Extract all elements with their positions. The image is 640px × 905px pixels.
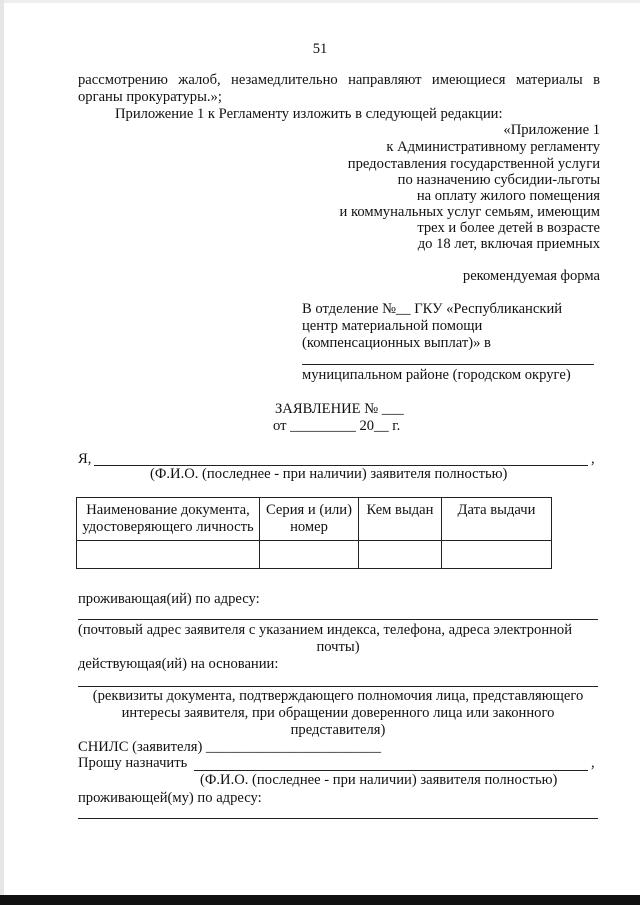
- appendix-header-line: к Административному регламенту: [386, 139, 600, 155]
- appendix-header-line: по назначению субсидии-льготы: [397, 172, 600, 188]
- addressee-line-4: муниципальном районе (городском округе): [302, 367, 571, 383]
- table-row: [77, 541, 552, 569]
- table-cell[interactable]: [359, 541, 442, 569]
- postal-address-line[interactable]: [78, 619, 598, 620]
- postal-caption-line-1: (почтовый адрес заявителя с указанием индекса, телефона, адреса электронной: [78, 622, 573, 638]
- authority-caption-line-2: интересы заявителя, при обращении доверенного лица или законного: [121, 705, 555, 721]
- intro-line-2: органы прокуратуры.»;: [78, 89, 222, 105]
- table-cell[interactable]: [77, 541, 260, 569]
- id-document-table: [76, 497, 552, 569]
- appendix-header-line: предоставления государственной услуги: [347, 156, 600, 172]
- table-header-cell: Серия и (или) номер: [260, 498, 359, 541]
- request-name-line[interactable]: [194, 770, 588, 771]
- recommended-form-label: рекомендуемая форма: [462, 268, 600, 284]
- residing-label: проживающая(ий) по адресу:: [78, 591, 260, 607]
- postal-caption-line-2: почты): [316, 639, 360, 655]
- statement-title: ЗАЯВЛЕНИЕ № ___: [275, 401, 404, 417]
- addressee-line-1: В отделение №__ ГКУ «Республиканский: [302, 301, 563, 317]
- residing2-label: проживающей(му) по адресу:: [78, 790, 262, 806]
- appendix-header-line: и коммунальных услуг семьям, имеющим: [339, 204, 600, 220]
- district-blank-line[interactable]: [302, 364, 594, 365]
- authority-caption-line-3: представителя): [290, 722, 386, 738]
- scan-left-edge: [0, 0, 4, 905]
- applicant-suffix: ,: [591, 451, 595, 467]
- scan-top-edge: [0, 0, 640, 3]
- addressee-line-3: (компенсационных выплат)» в: [302, 335, 491, 351]
- statement-date: от _________ 20__ г.: [273, 418, 401, 434]
- request-label: Прошу назначить: [78, 755, 188, 771]
- scan-bottom-edge: [0, 895, 640, 905]
- table-cell[interactable]: [260, 541, 359, 569]
- second-address-line[interactable]: [78, 818, 598, 819]
- appendix-header-line: на оплату жилого помещения: [416, 188, 600, 204]
- table-cell[interactable]: [442, 541, 552, 569]
- appendix-header-line: до 18 лет, включая приемных: [417, 236, 600, 252]
- appendix-header-line: трех и более детей в возрасте: [417, 220, 600, 236]
- table-header-cell: Наименование документа, удостоверяющего личность: [77, 498, 260, 541]
- table-header-cell: Кем выдан: [359, 498, 442, 541]
- acting-label: действующая(ий) на основании:: [78, 656, 279, 672]
- authority-document-line[interactable]: [78, 686, 598, 687]
- intro-line-3: Приложение 1 к Регламенту изложить в следующей редакции:: [115, 106, 503, 122]
- request-suffix: ,: [591, 755, 595, 771]
- applicant-caption: (Ф.И.О. (последнее - при наличии) заявителя полностью): [150, 466, 508, 482]
- addressee-line-2: центр материальной помощи: [302, 318, 483, 334]
- applicant-prefix: Я,: [78, 451, 92, 467]
- authority-caption-line-1: (реквизиты документа, подтверждающего полномочия лица, представляющего: [92, 688, 584, 704]
- request-caption: (Ф.И.О. (последнее - при наличии) заявителя полностью): [200, 772, 558, 788]
- table-header-row: [77, 498, 552, 541]
- page-number: 51: [312, 41, 328, 57]
- snils-field[interactable]: СНИЛС (заявителя) ________________________: [78, 739, 382, 755]
- appendix-header-line: «Приложение 1: [503, 122, 600, 138]
- table-header-cell: Дата выдачи: [442, 498, 552, 541]
- intro-line-1: рассмотрению жалоб, незамедлительно направляют имеющиеся материалы в: [78, 72, 600, 88]
